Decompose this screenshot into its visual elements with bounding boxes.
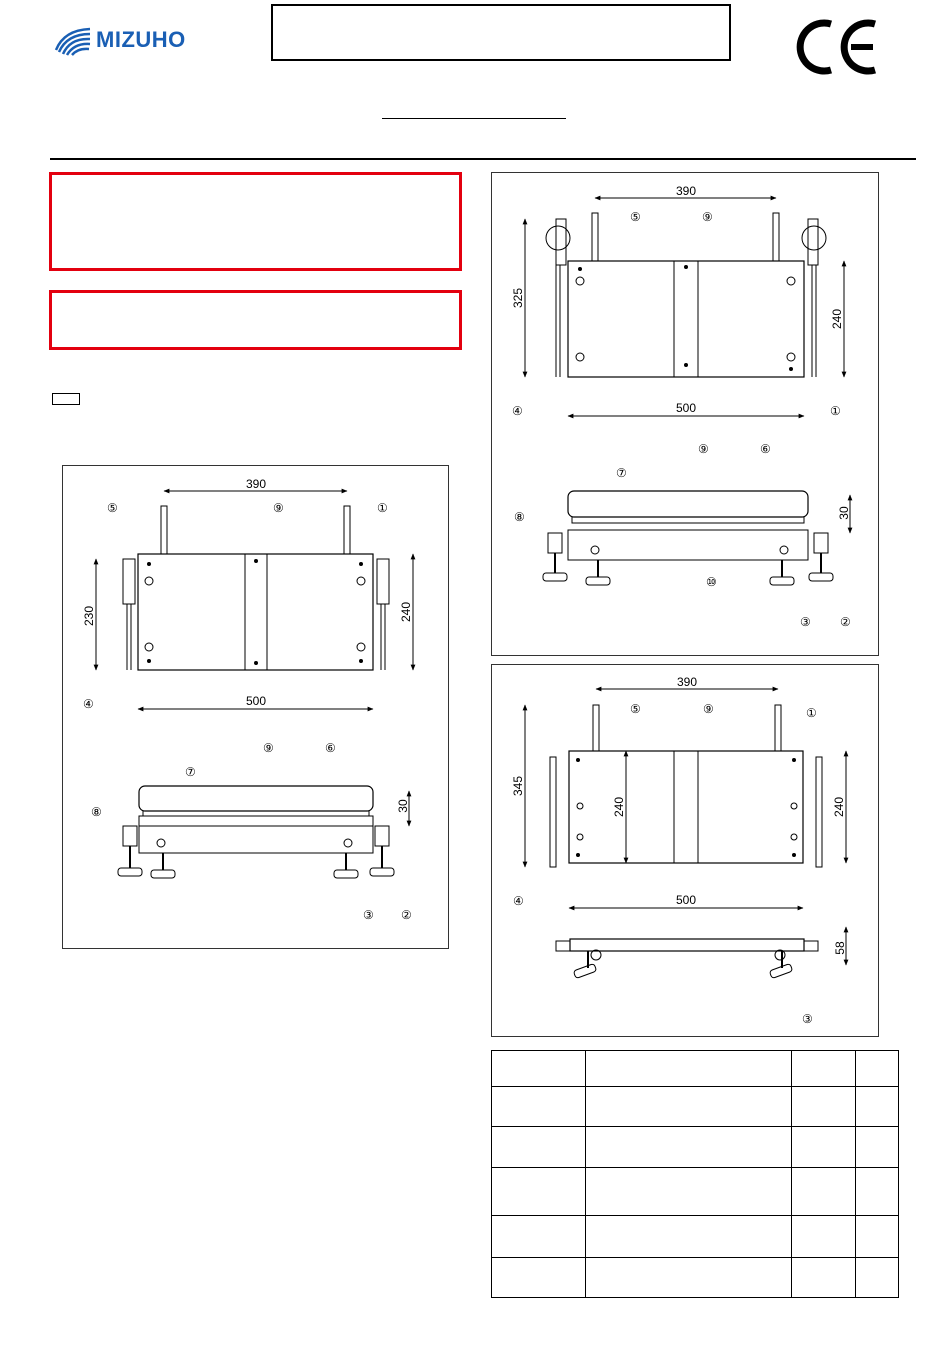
table-cell [856, 1258, 899, 1298]
callout-9: ⑨ [702, 210, 713, 224]
callout-4: ④ [512, 404, 523, 418]
table-cell [492, 1127, 586, 1168]
callout-9-side: ⑨ [263, 741, 274, 755]
dim-240: 240 [832, 796, 846, 818]
callout-3: ③ [800, 615, 811, 629]
table-cell [791, 1127, 856, 1168]
spec-table [491, 1050, 899, 1298]
table-cell [791, 1258, 856, 1298]
dim-390: 390 [676, 675, 698, 689]
table-row [492, 1127, 899, 1168]
callout-4: ④ [83, 697, 94, 711]
figure-right-top [491, 172, 879, 656]
table-row [492, 1087, 899, 1127]
figure-left [62, 465, 449, 949]
figure-right-bottom-drawing [492, 665, 880, 1038]
dim-240: 240 [830, 308, 844, 330]
mizuho-logo [52, 26, 212, 56]
table-cell [856, 1051, 899, 1087]
figure-right-bottom [491, 664, 879, 1037]
table-cell [791, 1051, 856, 1087]
table-cell [586, 1127, 791, 1168]
dim-345: 345 [511, 775, 525, 797]
top-view [82, 477, 413, 711]
label-box [52, 393, 80, 405]
dim-325: 325 [511, 287, 525, 309]
callout-4: ④ [513, 894, 524, 908]
table-row [492, 1216, 899, 1258]
side-view [91, 741, 412, 922]
document-title-box [271, 4, 731, 61]
dim-230: 230 [82, 605, 96, 627]
table-cell [586, 1258, 791, 1298]
warning-box-1 [49, 172, 462, 271]
callout-7: ⑦ [616, 466, 627, 480]
dim-30: 30 [837, 506, 851, 520]
callout-1: ① [377, 501, 388, 515]
logo-text: MIZUHO [96, 27, 186, 52]
table-cell [856, 1127, 899, 1168]
header-rule [50, 158, 916, 160]
dim-390: 390 [675, 184, 697, 198]
dim-500: 500 [675, 893, 697, 907]
table-cell [791, 1168, 856, 1216]
callout-3: ③ [802, 1012, 813, 1026]
table-row [492, 1168, 899, 1216]
callout-2: ② [840, 615, 851, 629]
table-row [492, 1258, 899, 1298]
table-cell [856, 1168, 899, 1216]
side-view [514, 442, 851, 629]
top-view [511, 184, 844, 418]
table-cell [791, 1087, 856, 1127]
table-cell [856, 1087, 899, 1127]
table-cell [586, 1216, 791, 1258]
callout-5: ⑤ [630, 702, 641, 716]
figure-left-drawing [63, 466, 450, 950]
callout-8: ⑧ [514, 510, 525, 524]
callout-10: ⑩ [706, 575, 717, 589]
dim-240-inner: 240 [612, 796, 626, 818]
table-cell [856, 1216, 899, 1258]
table-row [492, 1051, 899, 1087]
dim-240: 240 [399, 601, 413, 623]
table-cell [586, 1087, 791, 1127]
warning-box-2 [49, 290, 462, 350]
heading-underline [382, 118, 566, 119]
dim-58: 58 [833, 941, 847, 955]
callout-8: ⑧ [91, 805, 102, 819]
dim-500: 500 [675, 401, 697, 415]
table-cell [492, 1087, 586, 1127]
callout-2: ② [401, 908, 412, 922]
callout-7: ⑦ [185, 765, 196, 779]
ce-mark-icon [795, 18, 879, 76]
table-cell [791, 1216, 856, 1258]
dim-390: 390 [245, 477, 267, 491]
callout-1: ① [806, 706, 817, 720]
callout-9-side: ⑨ [698, 442, 709, 456]
callout-5: ⑤ [107, 501, 118, 515]
callout-9: ⑨ [703, 702, 714, 716]
callout-6: ⑥ [325, 741, 336, 755]
table-cell [492, 1216, 586, 1258]
dim-30: 30 [396, 799, 410, 813]
callout-3: ③ [363, 908, 374, 922]
callout-1: ① [830, 404, 841, 418]
mizuho-wave-icon [52, 26, 94, 56]
ce-mark [795, 18, 879, 76]
table-cell [492, 1168, 586, 1216]
figure-right-top-drawing [492, 173, 880, 657]
callout-5: ⑤ [630, 210, 641, 224]
table-cell [492, 1258, 586, 1298]
table-cell [492, 1051, 586, 1087]
callout-6: ⑥ [760, 442, 771, 456]
table-cell [586, 1051, 791, 1087]
callout-9: ⑨ [273, 501, 284, 515]
table-cell [586, 1168, 791, 1216]
top-view [511, 675, 846, 908]
side-view [556, 927, 847, 1026]
dim-500: 500 [245, 694, 267, 708]
